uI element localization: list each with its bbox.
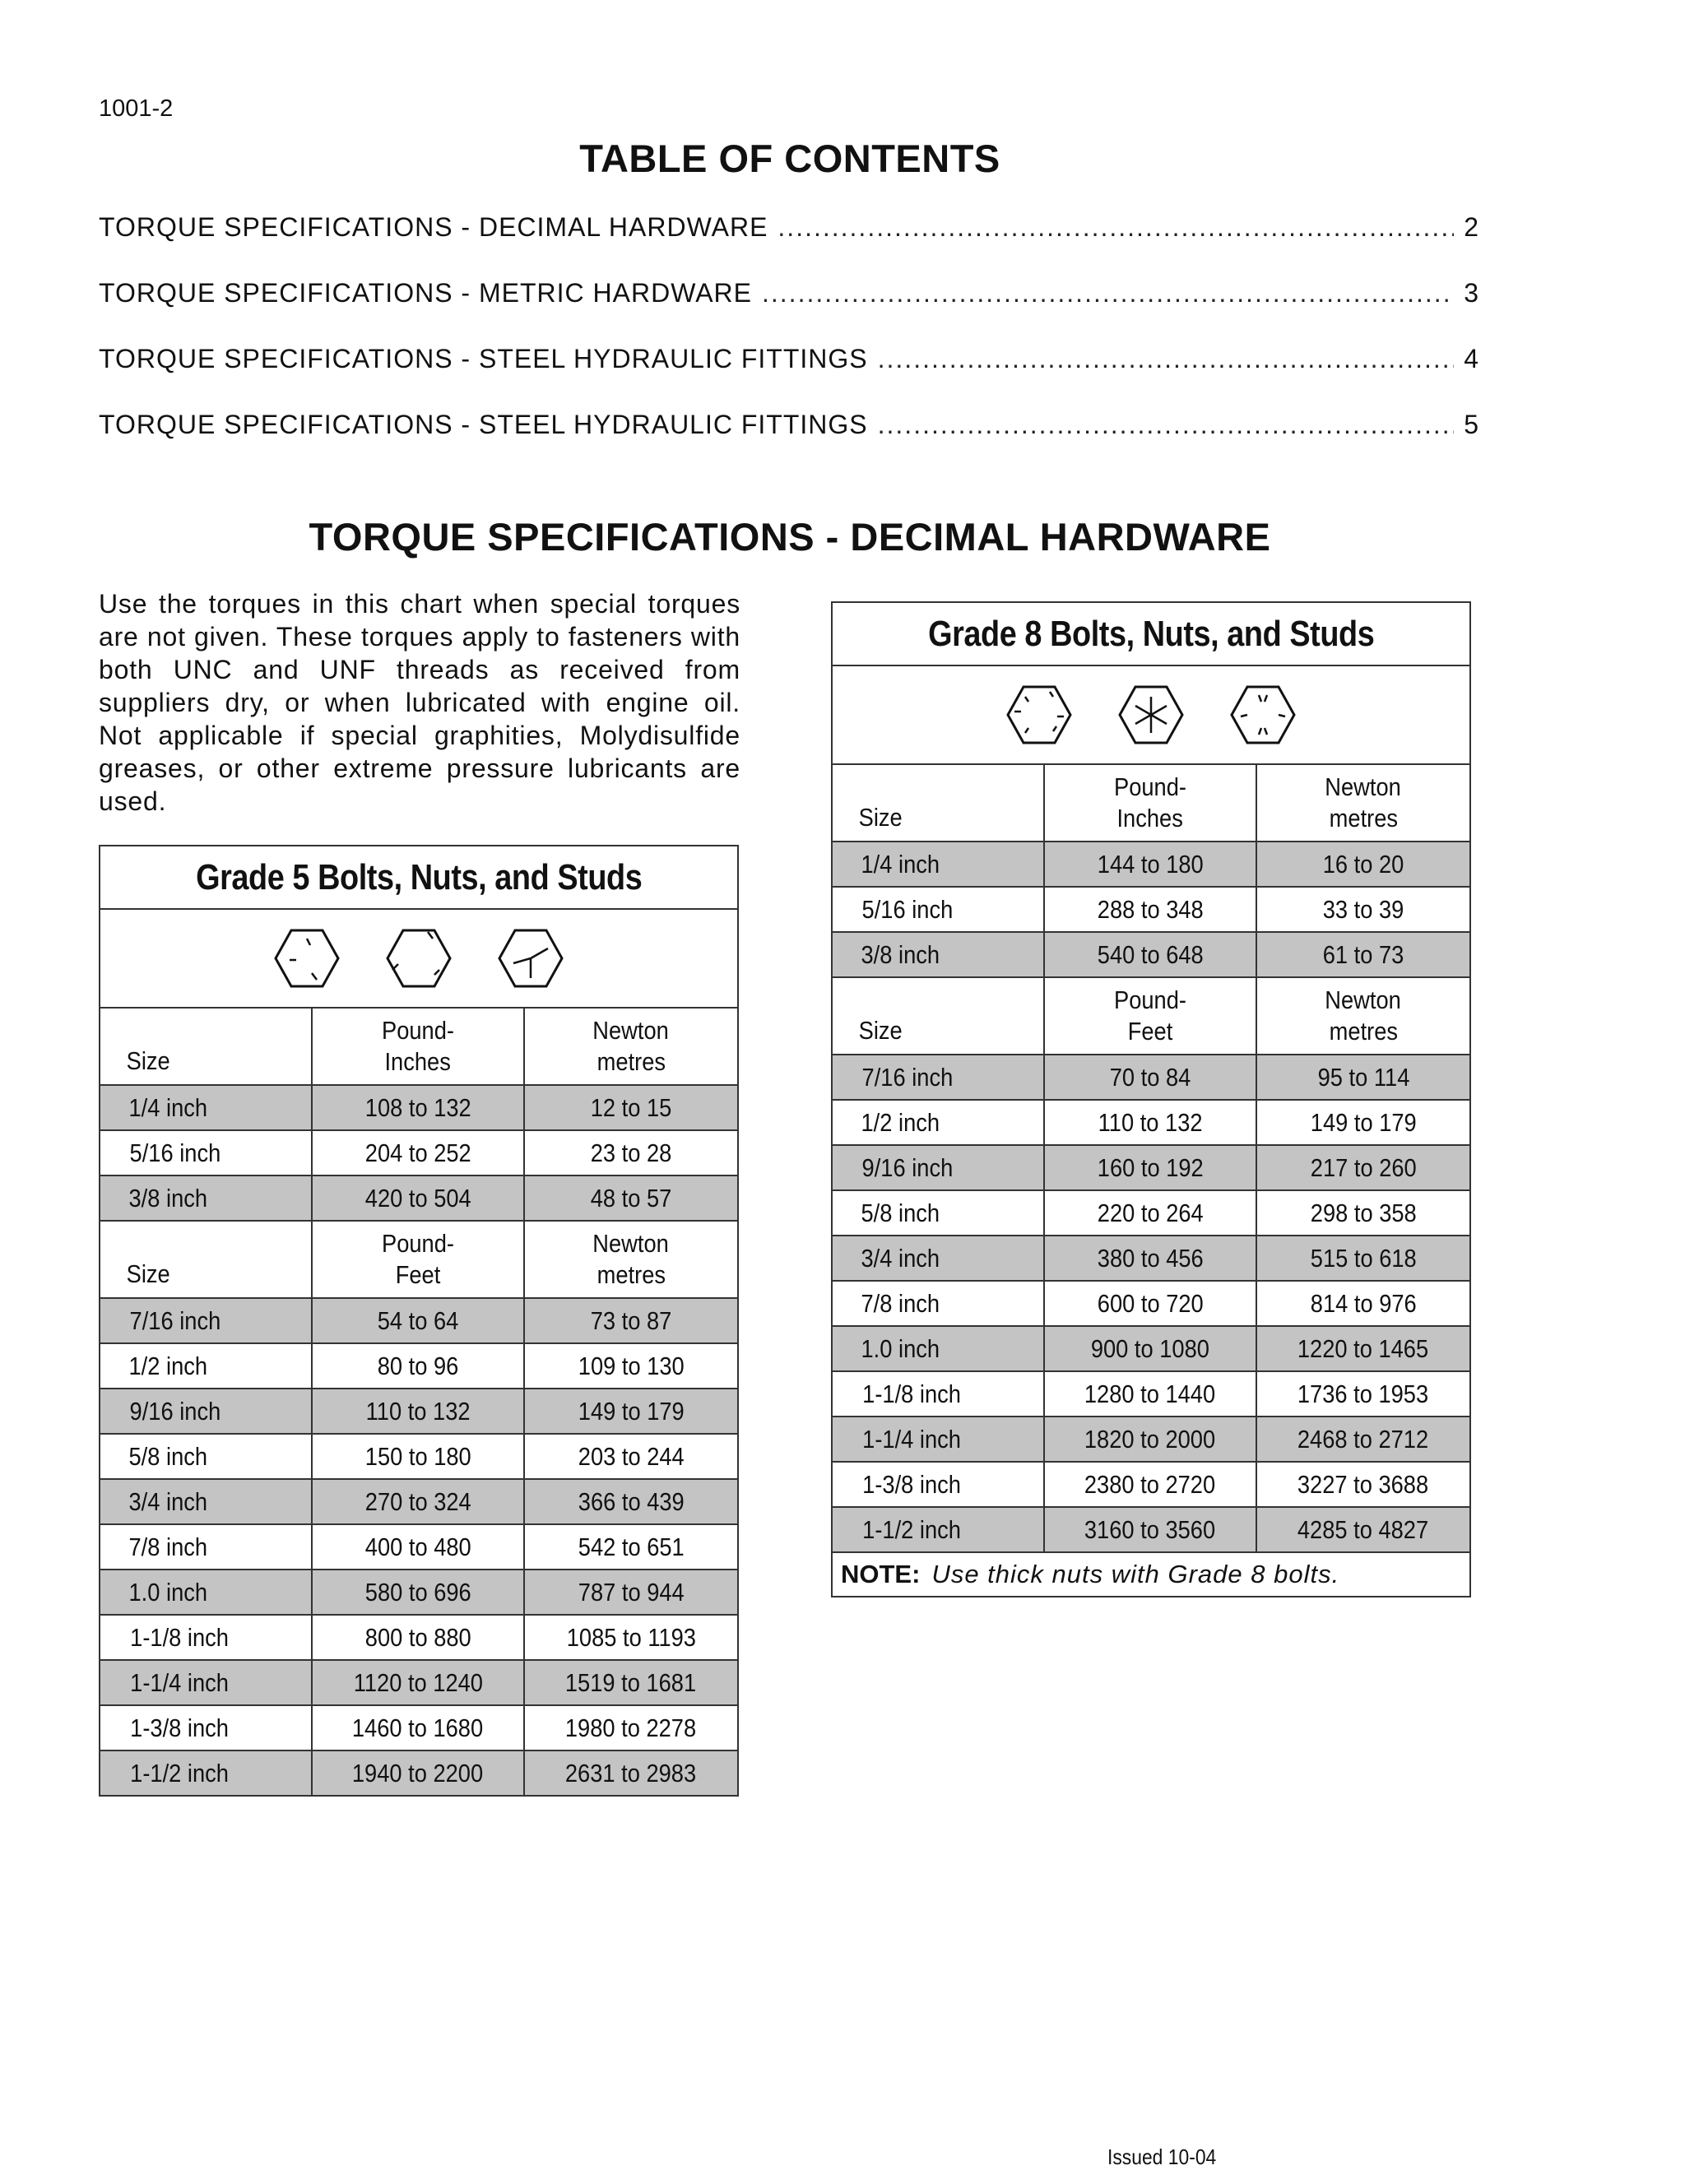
cell-newton-value: 2468 to 2712 xyxy=(1297,1424,1429,1454)
cell-pound-value: 110 to 132 xyxy=(313,1389,525,1433)
cell-newton-value: 12 to 15 xyxy=(590,1092,672,1122)
table-row xyxy=(100,1661,737,1706)
table-row xyxy=(100,1344,737,1389)
cell-newton-value: 3227 to 3688 xyxy=(1297,1469,1429,1499)
cell-pound-value: 420 to 504 xyxy=(313,1176,525,1220)
hex-bolt-grade8-marking-a-icon xyxy=(1005,684,1073,746)
cell-size: 3/4 inch xyxy=(833,1236,1045,1280)
col-header-size: Size xyxy=(100,1009,313,1084)
table-row xyxy=(833,842,1469,888)
cell-pound-value: 2380 to 2720 xyxy=(1045,1463,1257,1506)
table-row xyxy=(833,1146,1469,1191)
toc-entry-page: 3 xyxy=(1464,278,1479,308)
cell-size: 7/8 inch xyxy=(100,1525,313,1569)
note-text: Use thick nuts with Grade 8 bolts. xyxy=(931,1560,1340,1588)
cell-size: 1/4 inch xyxy=(100,1086,313,1129)
table-row xyxy=(833,1372,1469,1417)
cell-size: 1/2 inch xyxy=(833,1101,1045,1144)
toc-leader-dots xyxy=(762,278,1454,308)
cell-pound-value: 540 to 648 xyxy=(1045,933,1257,976)
cell-size: 1-1/4 inch xyxy=(100,1661,313,1704)
cell-pound-value: 54 to 64 xyxy=(313,1299,525,1342)
hex-bolt-grade5-marking-a-icon xyxy=(273,927,341,990)
table-row xyxy=(100,1616,737,1661)
cell-size: 5/8 inch xyxy=(100,1435,313,1478)
col-header-newton-metres: Newton metres xyxy=(1325,772,1402,832)
toc-entry-page: 5 xyxy=(1464,410,1479,439)
cell-size: 7/8 inch xyxy=(833,1282,1045,1325)
hex-bolt-grade5-marking-b-icon xyxy=(385,927,453,990)
toc-entry-label: TORQUE SPECIFICATIONS - STEEL HYDRAULIC FITTINGS xyxy=(99,344,868,373)
cell-size: 1/4 inch xyxy=(833,842,1045,886)
cell-pound-value: 800 to 880 xyxy=(313,1616,525,1659)
cell-newton-value: 4285 to 4827 xyxy=(1297,1514,1429,1544)
cell-pound-value: 3160 to 3560 xyxy=(1045,1508,1257,1551)
col-header-newton-metres: Newton metres xyxy=(1325,985,1402,1046)
cell-newton-value: 2631 to 2983 xyxy=(565,1758,697,1788)
table-row xyxy=(833,1327,1469,1372)
cell-newton-value: 16 to 20 xyxy=(1322,849,1404,879)
cell-size: 3/8 inch xyxy=(833,933,1045,976)
table-row xyxy=(100,1176,737,1222)
cell-pound-value: 70 to 84 xyxy=(1045,1055,1257,1099)
col-header-newton-metres: Newton metres xyxy=(592,1229,670,1289)
note-label: NOTE: xyxy=(841,1560,921,1588)
table-row xyxy=(833,1417,1469,1463)
cell-newton-value: 109 to 130 xyxy=(578,1351,685,1380)
table-row xyxy=(100,1086,737,1131)
cell-pound-value: 108 to 132 xyxy=(313,1086,525,1129)
section-title: TORQUE SPECIFICATIONS - DECIMAL HARDWARE xyxy=(309,515,1271,559)
hex-bolt-grade8-marking-c-icon xyxy=(1229,684,1297,746)
table-row xyxy=(833,1282,1469,1327)
toc-entry[interactable] xyxy=(99,212,1479,278)
hex-bolt-grade8-marking-b-icon xyxy=(1117,684,1185,746)
table-row xyxy=(100,1389,737,1435)
cell-size: 1-3/8 inch xyxy=(833,1463,1045,1506)
intro-paragraph: Use the torques in this chart when special torques are not given. These torques apply to fasteners with both UNC and UNF threads as received from suppliers dry, or when lubricated with engine oil. Not applicable if special graphities, Molydisulfide greases, or other extreme pressure lubricants are used. xyxy=(99,589,740,816)
col-header-newton-metres: Newton metres xyxy=(592,1016,670,1076)
issue-date-footer: Issued 10-04 xyxy=(1107,2145,1217,2169)
hex-bolt-grade5-marking-c-icon xyxy=(497,927,564,990)
cell-newton-value: 366 to 439 xyxy=(578,1486,685,1516)
cell-newton-value: 1519 to 1681 xyxy=(565,1667,697,1697)
cell-pound-value: 288 to 348 xyxy=(1045,888,1257,931)
cell-newton-value: 23 to 28 xyxy=(590,1138,672,1167)
grade5-table-title: Grade 5 Bolts, Nuts, and Studs xyxy=(100,846,737,910)
table-row xyxy=(833,1055,1469,1101)
cell-newton-value: 73 to 87 xyxy=(590,1305,672,1335)
grade5-bolt-markings xyxy=(100,910,737,1009)
grade5-table xyxy=(99,845,739,1797)
cell-size: 7/16 inch xyxy=(833,1055,1045,1099)
toc-entry-label: TORQUE SPECIFICATIONS - METRIC HARDWARE xyxy=(99,278,752,308)
col-header-size: Size xyxy=(100,1222,313,1297)
cell-newton-value: 48 to 57 xyxy=(590,1183,672,1213)
col-header-pound-inches: Pound- Inches xyxy=(1045,765,1257,841)
cell-size: 1-1/2 inch xyxy=(833,1508,1045,1551)
table-header-row xyxy=(833,765,1469,842)
cell-newton-value: 542 to 651 xyxy=(578,1532,685,1561)
cell-pound-value: 900 to 1080 xyxy=(1045,1327,1257,1370)
toc-title: TABLE OF CONTENTS xyxy=(579,137,1000,180)
table-row xyxy=(100,1525,737,1570)
grade8-table xyxy=(831,601,1471,1597)
cell-pound-value: 270 to 324 xyxy=(313,1480,525,1523)
cell-pound-value: 160 to 192 xyxy=(1045,1146,1257,1189)
cell-size: 1-1/8 inch xyxy=(833,1372,1045,1416)
cell-pound-value: 400 to 480 xyxy=(313,1525,525,1569)
cell-pound-value: 144 to 180 xyxy=(1045,842,1257,886)
cell-size: 1/2 inch xyxy=(100,1344,313,1388)
table-row xyxy=(833,888,1469,933)
cell-pound-value: 150 to 180 xyxy=(313,1435,525,1478)
cell-newton-value: 203 to 244 xyxy=(578,1441,685,1471)
toc-entry[interactable] xyxy=(99,278,1479,344)
cell-pound-value: 220 to 264 xyxy=(1045,1191,1257,1235)
toc-entry-page: 4 xyxy=(1464,344,1479,373)
table-of-contents xyxy=(99,212,1479,475)
cell-pound-value: 1460 to 1680 xyxy=(313,1706,525,1750)
toc-leader-dots xyxy=(878,344,1455,374)
cell-size: 1-1/8 inch xyxy=(100,1616,313,1659)
toc-entry[interactable] xyxy=(99,410,1479,475)
table-header-row xyxy=(100,1222,737,1299)
table-row xyxy=(100,1570,737,1616)
col-header-pound-feet: Pound- Feet xyxy=(313,1222,525,1297)
toc-entry[interactable] xyxy=(99,344,1479,410)
cell-size: 1-1/2 inch xyxy=(100,1751,313,1795)
cell-size: 9/16 inch xyxy=(100,1389,313,1433)
col-header-pound-feet: Pound- Feet xyxy=(1045,978,1257,1054)
cell-pound-value: 110 to 132 xyxy=(1045,1101,1257,1144)
cell-size: 7/16 inch xyxy=(100,1299,313,1342)
cell-newton-value: 1736 to 1953 xyxy=(1297,1379,1429,1408)
grade8-bolt-markings xyxy=(833,666,1469,765)
table-row xyxy=(100,1131,737,1176)
toc-entry-label: TORQUE SPECIFICATIONS - DECIMAL HARDWARE xyxy=(99,212,768,242)
cell-size: 1.0 inch xyxy=(833,1327,1045,1370)
cell-newton-value: 814 to 976 xyxy=(1310,1288,1417,1318)
table-row xyxy=(833,1101,1469,1146)
cell-newton-value: 61 to 73 xyxy=(1322,939,1404,969)
cell-size: 9/16 inch xyxy=(833,1146,1045,1189)
toc-entry-label: TORQUE SPECIFICATIONS - STEEL HYDRAULIC FITTINGS xyxy=(99,410,868,439)
cell-newton-value: 149 to 179 xyxy=(578,1396,685,1426)
cell-newton-value: 1980 to 2278 xyxy=(565,1713,697,1742)
cell-pound-value: 600 to 720 xyxy=(1045,1282,1257,1325)
toc-entry-page: 2 xyxy=(1464,212,1479,242)
cell-newton-value: 515 to 618 xyxy=(1310,1243,1417,1273)
col-header-pound-inches: Pound- Inches xyxy=(313,1009,525,1084)
cell-size: 1.0 inch xyxy=(100,1570,313,1614)
cell-newton-value: 1220 to 1465 xyxy=(1297,1333,1429,1363)
toc-leader-dots xyxy=(878,410,1455,440)
cell-newton-value: 33 to 39 xyxy=(1322,894,1404,924)
cell-pound-value: 1940 to 2200 xyxy=(313,1751,525,1795)
table-row xyxy=(100,1299,737,1344)
table-row xyxy=(100,1706,737,1751)
cell-pound-value: 1280 to 1440 xyxy=(1045,1372,1257,1416)
table-note xyxy=(833,1553,1469,1596)
cell-pound-value: 1820 to 2000 xyxy=(1045,1417,1257,1461)
table-row xyxy=(100,1751,737,1795)
cell-size: 5/16 inch xyxy=(833,888,1045,931)
cell-size: 1-3/8 inch xyxy=(100,1706,313,1750)
cell-newton-value: 298 to 358 xyxy=(1310,1198,1417,1227)
cell-newton-value: 95 to 114 xyxy=(1317,1062,1409,1092)
col-header-size: Size xyxy=(833,765,1045,841)
cell-pound-value: 580 to 696 xyxy=(313,1570,525,1614)
cell-pound-value: 380 to 456 xyxy=(1045,1236,1257,1280)
table-row xyxy=(833,1236,1469,1282)
cell-pound-value: 204 to 252 xyxy=(313,1131,525,1175)
cell-newton-value: 217 to 260 xyxy=(1310,1152,1417,1182)
cell-size: 1-1/4 inch xyxy=(833,1417,1045,1461)
page-number: 1001-2 xyxy=(99,95,174,122)
grade8-table-title: Grade 8 Bolts, Nuts, and Studs xyxy=(833,603,1469,666)
table-row xyxy=(833,933,1469,978)
table-row xyxy=(100,1435,737,1480)
cell-size: 3/4 inch xyxy=(100,1480,313,1523)
cell-size: 5/16 inch xyxy=(100,1131,313,1175)
cell-newton-value: 149 to 179 xyxy=(1310,1107,1417,1137)
table-row xyxy=(100,1480,737,1525)
col-header-size: Size xyxy=(833,978,1045,1054)
cell-size: 3/8 inch xyxy=(100,1176,313,1220)
table-header-row xyxy=(833,978,1469,1055)
cell-pound-value: 80 to 96 xyxy=(313,1344,525,1388)
cell-newton-value: 1085 to 1193 xyxy=(566,1622,696,1652)
table-row xyxy=(833,1463,1469,1508)
cell-size: 5/8 inch xyxy=(833,1191,1045,1235)
table-row xyxy=(833,1508,1469,1553)
table-row xyxy=(833,1191,1469,1236)
cell-pound-value: 1120 to 1240 xyxy=(313,1661,525,1704)
table-header-row xyxy=(100,1009,737,1086)
toc-leader-dots xyxy=(778,212,1454,243)
cell-newton-value: 787 to 944 xyxy=(578,1577,685,1607)
